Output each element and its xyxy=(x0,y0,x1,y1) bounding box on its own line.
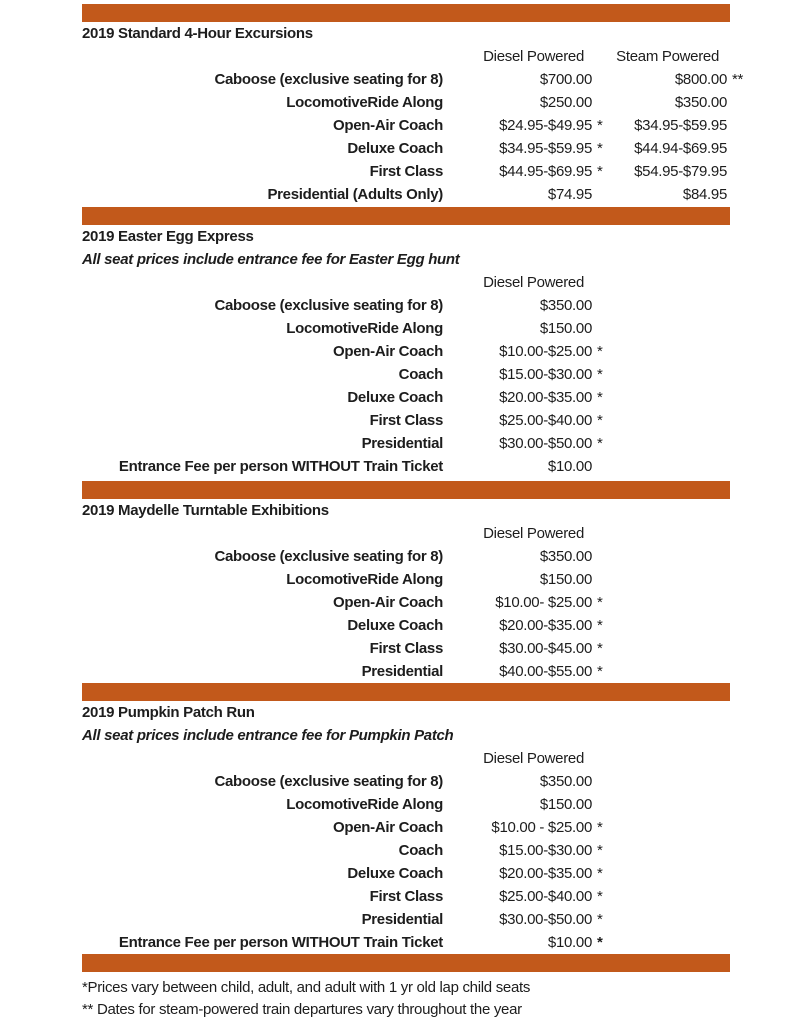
column-header-row xyxy=(82,271,794,294)
section-title: 2019 Pumpkin Patch Run xyxy=(82,704,255,721)
section-title: 2019 Standard 4-Hour Excursions xyxy=(82,25,313,42)
column-header-diesel: Diesel Powered xyxy=(483,525,584,542)
diesel-price: $350.00 xyxy=(539,297,592,314)
diesel-footnote-marker: * xyxy=(597,594,603,611)
row-label: LocomotiveRide Along xyxy=(286,796,443,813)
diesel-price: $25.00-$40.00 xyxy=(499,412,592,429)
section-easter-egg-express xyxy=(82,225,794,478)
steam-price: $84.95 xyxy=(682,186,727,203)
diesel-footnote-marker: * xyxy=(597,366,603,383)
footnote-steam-dates: ** Dates for steam-powered train departures vary throughout the year xyxy=(82,1001,522,1018)
diesel-price: $20.00-$35.00 xyxy=(499,389,592,406)
section-subtitle: All seat prices include entrance fee for Pumpkin Patch xyxy=(82,727,454,744)
diesel-footnote-marker: * xyxy=(597,934,603,951)
row-label: Presidential xyxy=(361,435,443,452)
table-row xyxy=(82,591,794,614)
diesel-footnote-marker: * xyxy=(597,911,603,928)
row-label: Caboose (exclusive seating for 8) xyxy=(214,773,443,790)
row-label: Entrance Fee per person WITHOUT Train Ticket xyxy=(118,934,443,951)
footnote-price-variation: *Prices vary between child, adult, and adult with 1 yr old lap child seats xyxy=(82,979,531,996)
steam-footnote-marker: ** xyxy=(732,71,744,88)
diesel-footnote-marker: * xyxy=(597,640,603,657)
column-header-row xyxy=(82,522,794,545)
row-label: Open-Air Coach xyxy=(333,343,443,360)
diesel-price: $250.00 xyxy=(539,94,592,111)
steam-price: $44.94-$69.95 xyxy=(634,140,727,157)
diesel-footnote-marker: * xyxy=(597,842,603,859)
row-label: Deluxe Coach xyxy=(347,617,443,634)
diesel-price: $150.00 xyxy=(539,320,592,337)
diesel-price: $700.00 xyxy=(539,71,592,88)
column-header-steam: Steam Powered xyxy=(616,48,719,65)
divider-bar xyxy=(82,481,730,499)
table-row xyxy=(82,183,794,206)
row-label: First Class xyxy=(369,412,443,429)
row-label: LocomotiveRide Along xyxy=(286,320,443,337)
table-row xyxy=(82,294,794,317)
row-label: Caboose (exclusive seating for 8) xyxy=(214,297,443,314)
diesel-footnote-marker: * xyxy=(597,389,603,406)
diesel-price: $15.00-$30.00 xyxy=(499,842,592,859)
column-header-row xyxy=(82,45,794,68)
diesel-footnote-marker: * xyxy=(597,888,603,905)
diesel-price: $10.00-$25.00 xyxy=(499,343,592,360)
row-label: Open-Air Coach xyxy=(333,117,443,134)
row-label: Deluxe Coach xyxy=(347,140,443,157)
table-row xyxy=(82,363,794,386)
diesel-footnote-marker: * xyxy=(597,117,603,134)
divider-bar-top xyxy=(82,4,730,22)
row-label: Presidential xyxy=(361,663,443,680)
section-maydelle-turntable xyxy=(82,499,794,683)
diesel-footnote-marker: * xyxy=(597,663,603,680)
diesel-footnote-marker: * xyxy=(597,140,603,157)
diesel-price: $25.00-$40.00 xyxy=(499,888,592,905)
table-row xyxy=(82,908,794,931)
steam-price: $800.00 xyxy=(674,71,727,88)
row-label: Presidential (Adults Only) xyxy=(267,186,443,203)
table-row xyxy=(82,660,794,683)
table-row xyxy=(82,839,794,862)
table-row xyxy=(82,614,794,637)
diesel-price: $20.00-$35.00 xyxy=(499,865,592,882)
diesel-price: $30.00-$45.00 xyxy=(499,640,592,657)
table-row xyxy=(82,432,794,455)
diesel-price: $34.95-$59.95 xyxy=(499,140,592,157)
row-label: Entrance Fee per person WITHOUT Train Ticket xyxy=(118,458,443,475)
section-pumpkin-patch-run xyxy=(82,701,794,954)
row-label: First Class xyxy=(369,640,443,657)
table-row xyxy=(82,317,794,340)
divider-bar xyxy=(82,207,730,225)
diesel-price: $350.00 xyxy=(539,773,592,790)
diesel-price: $10.00 - $25.00 xyxy=(491,819,592,836)
diesel-footnote-marker: * xyxy=(597,819,603,836)
diesel-price: $74.95 xyxy=(547,186,592,203)
diesel-price: $24.95-$49.95 xyxy=(499,117,592,134)
footnotes xyxy=(82,977,794,1021)
diesel-price: $20.00-$35.00 xyxy=(499,617,592,634)
table-row xyxy=(82,91,794,114)
table-row xyxy=(82,637,794,660)
row-label: First Class xyxy=(369,163,443,180)
section-title: 2019 Easter Egg Express xyxy=(82,228,254,245)
diesel-price: $15.00-$30.00 xyxy=(499,366,592,383)
row-label: First Class xyxy=(369,888,443,905)
table-row xyxy=(82,862,794,885)
diesel-price: $10.00 xyxy=(547,458,592,475)
diesel-price: $44.95-$69.95 xyxy=(499,163,592,180)
table-row xyxy=(82,340,794,363)
table-row xyxy=(82,68,794,91)
column-header-diesel: Diesel Powered xyxy=(483,48,584,65)
diesel-footnote-marker: * xyxy=(597,865,603,882)
diesel-footnote-marker: * xyxy=(597,412,603,429)
divider-bar xyxy=(82,954,730,972)
table-row xyxy=(82,409,794,432)
row-label: LocomotiveRide Along xyxy=(286,94,443,111)
steam-price: $34.95-$59.95 xyxy=(634,117,727,134)
row-label: Open-Air Coach xyxy=(333,594,443,611)
table-row xyxy=(82,455,794,478)
diesel-price: $350.00 xyxy=(539,548,592,565)
diesel-price: $30.00-$50.00 xyxy=(499,435,592,452)
row-label: Presidential xyxy=(361,911,443,928)
column-header-diesel: Diesel Powered xyxy=(483,750,584,767)
steam-price: $350.00 xyxy=(674,94,727,111)
table-row xyxy=(82,568,794,591)
row-label: Caboose (exclusive seating for 8) xyxy=(214,548,443,565)
row-label: Deluxe Coach xyxy=(347,389,443,406)
column-header-row xyxy=(82,747,794,770)
diesel-price: $10.00- $25.00 xyxy=(495,594,592,611)
table-row xyxy=(82,816,794,839)
section-standard-excursions xyxy=(82,22,794,206)
divider-bar xyxy=(82,683,730,701)
diesel-price: $10.00 xyxy=(547,934,592,951)
diesel-price: $150.00 xyxy=(539,571,592,588)
row-label: LocomotiveRide Along xyxy=(286,571,443,588)
row-label: Coach xyxy=(398,842,443,859)
section-subtitle: All seat prices include entrance fee for Easter Egg hunt xyxy=(82,251,460,268)
diesel-footnote-marker: * xyxy=(597,163,603,180)
table-row xyxy=(82,770,794,793)
table-row xyxy=(82,114,794,137)
diesel-price: $40.00-$55.00 xyxy=(499,663,592,680)
diesel-footnote-marker: * xyxy=(597,435,603,452)
diesel-price: $30.00-$50.00 xyxy=(499,911,592,928)
table-row xyxy=(82,160,794,183)
table-row xyxy=(82,885,794,908)
row-label: Caboose (exclusive seating for 8) xyxy=(214,71,443,88)
row-label: Open-Air Coach xyxy=(333,819,443,836)
section-title: 2019 Maydelle Turntable Exhibitions xyxy=(82,502,329,519)
table-row xyxy=(82,137,794,160)
row-label: Deluxe Coach xyxy=(347,865,443,882)
table-row xyxy=(82,793,794,816)
diesel-footnote-marker: * xyxy=(597,343,603,360)
table-row xyxy=(82,545,794,568)
steam-price: $54.95-$79.95 xyxy=(634,163,727,180)
diesel-price: $150.00 xyxy=(539,796,592,813)
diesel-footnote-marker: * xyxy=(597,617,603,634)
table-row xyxy=(82,931,794,954)
column-header-diesel: Diesel Powered xyxy=(483,274,584,291)
table-row xyxy=(82,386,794,409)
row-label: Coach xyxy=(398,366,443,383)
